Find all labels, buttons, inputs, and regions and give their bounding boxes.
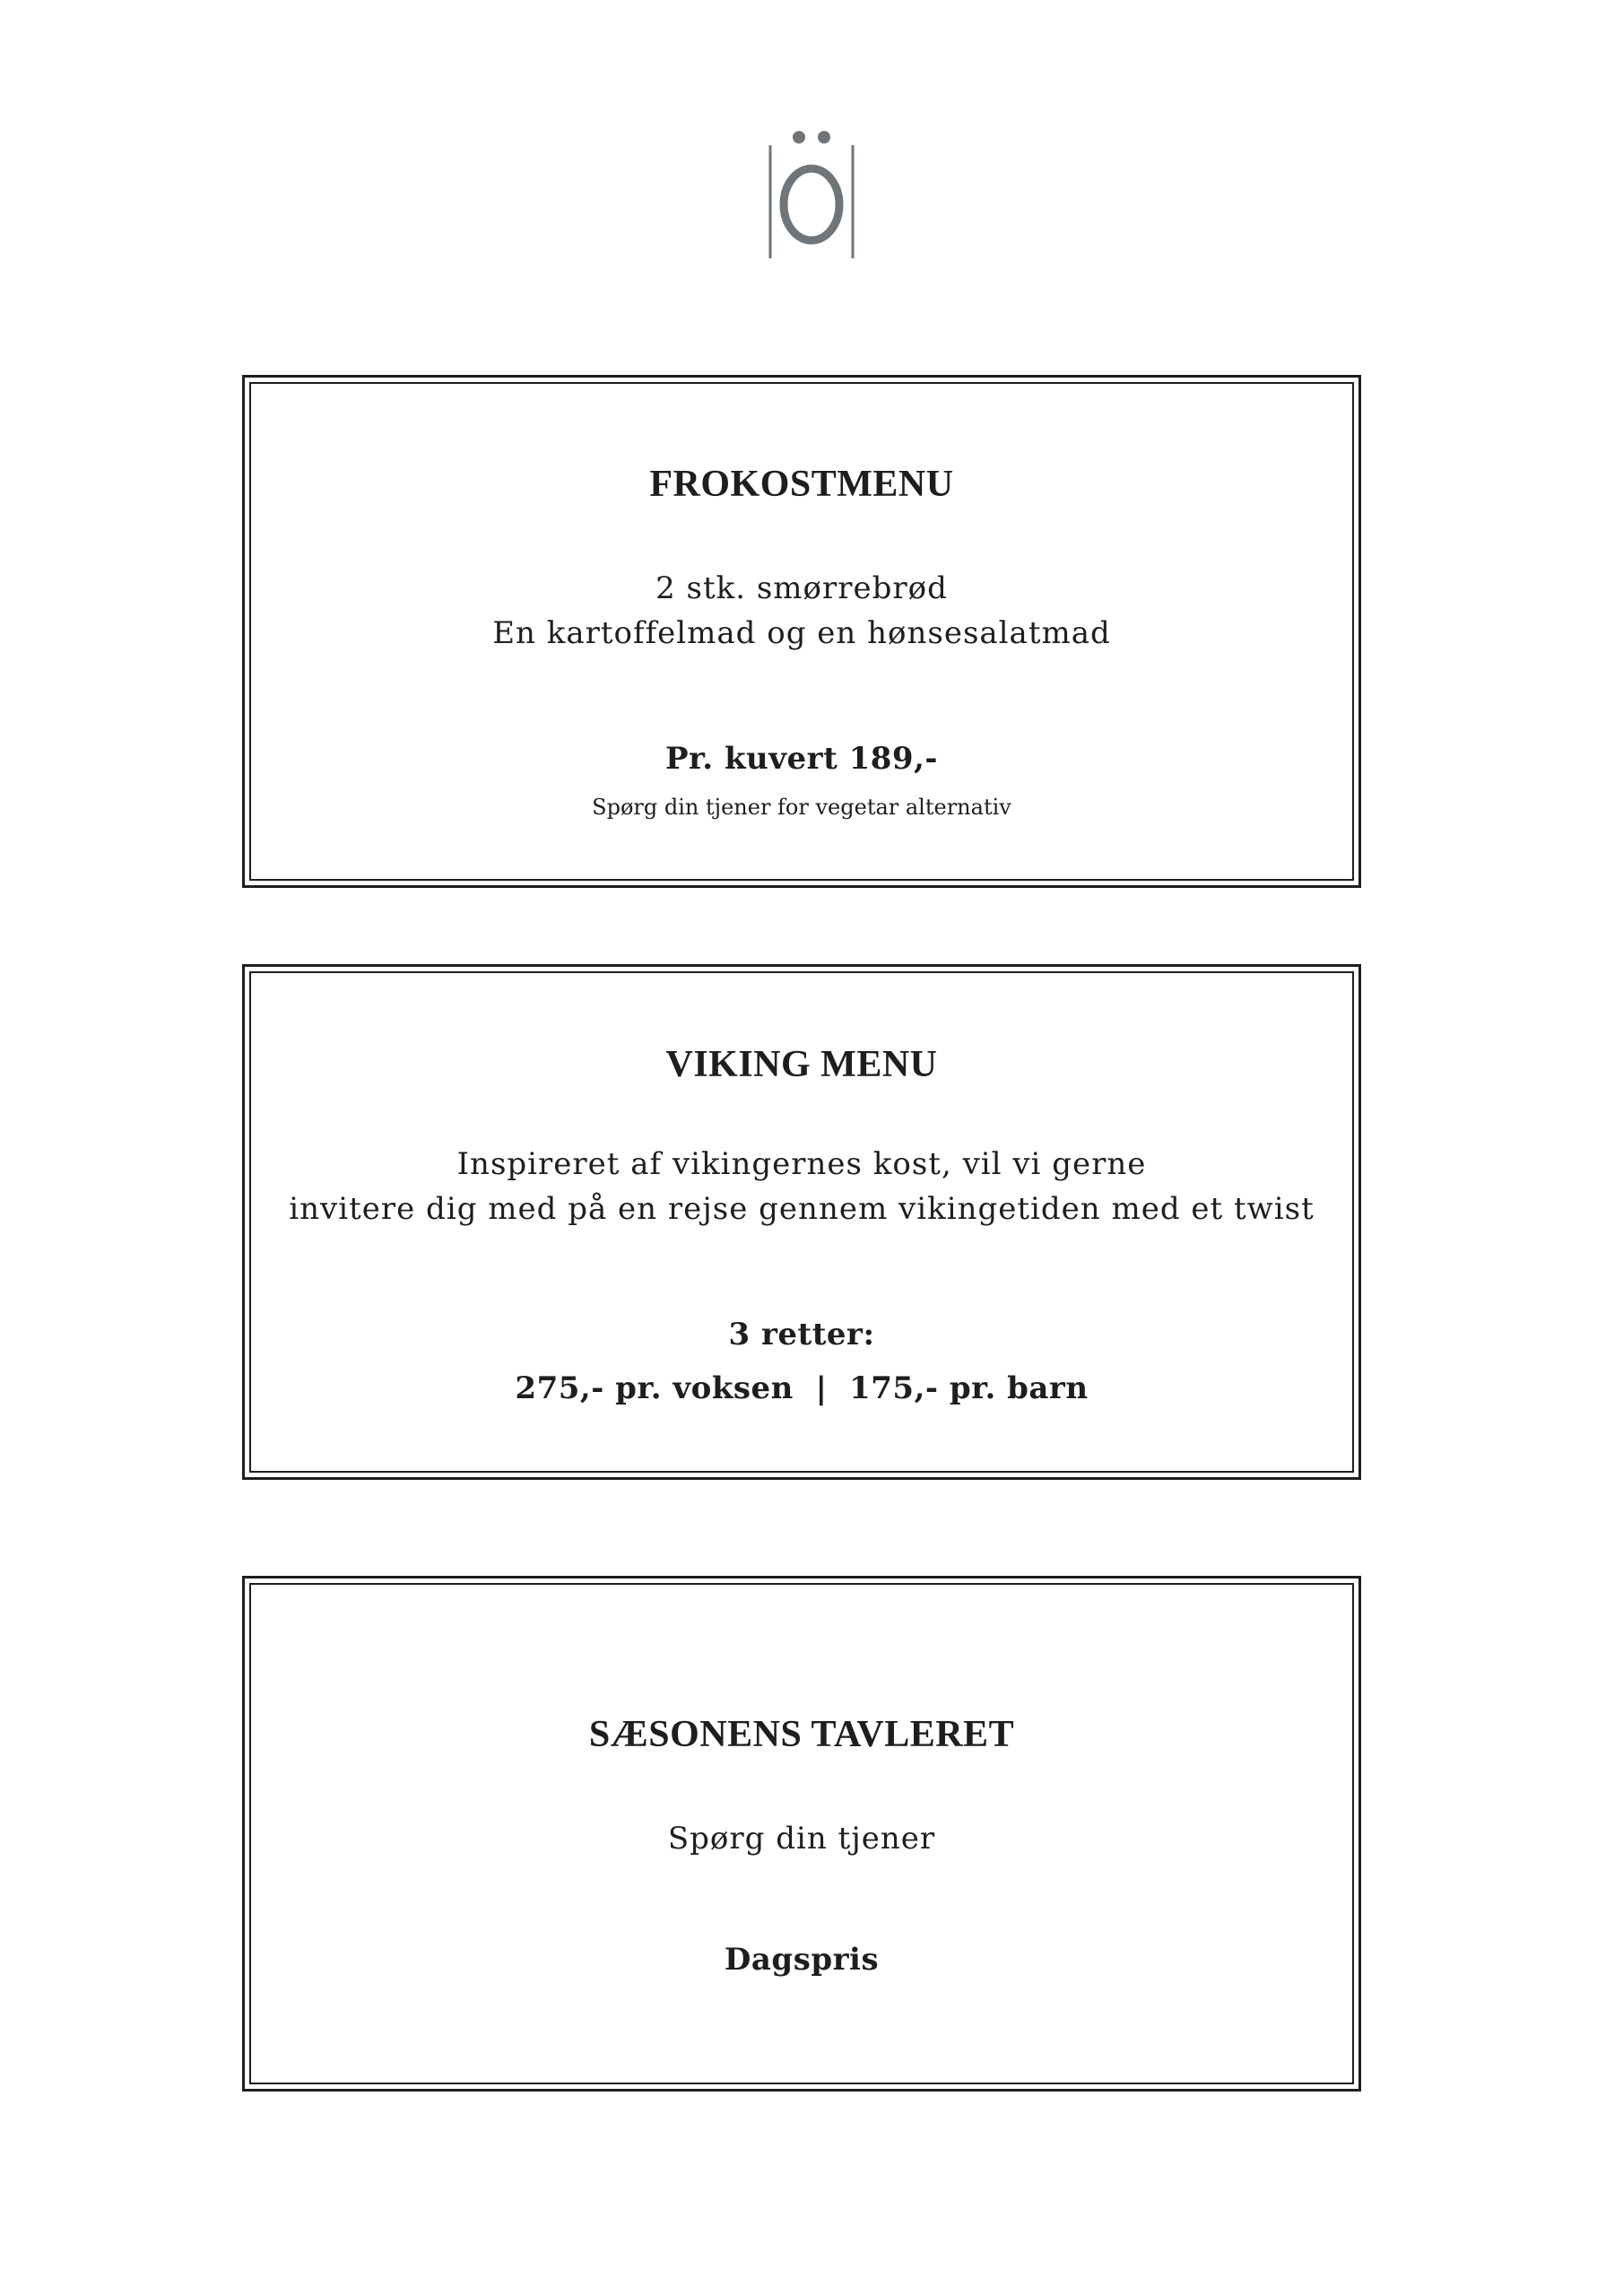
viking-title: VIKING MENU	[665, 1044, 938, 1085]
tavleret-line-1: Spørg din tjener	[667, 1821, 936, 1857]
viking-courses: 3 retter:	[728, 1317, 875, 1352]
frokost-title: FROKOSTMENU	[649, 464, 954, 505]
restaurant-logo	[758, 126, 865, 260]
frokost-line-1: 2 stk. smørrebrød	[655, 570, 948, 606]
viking-price: 275,- pr. voksen | 175,- pr. barn	[515, 1370, 1089, 1406]
tavleret-price: Dagspris	[724, 1942, 880, 1978]
frokost-note: Spørg din tjener for vegetar alternativ	[592, 795, 1011, 820]
tavleret-card	[242, 1576, 1361, 2092]
frokost-menu-card	[242, 375, 1361, 888]
viking-line-2: invitere dig med på en rejse gennem vikingetiden med et twist	[289, 1191, 1315, 1227]
frokost-price: Pr. kuvert 189,-	[664, 741, 939, 777]
viking-line-1: Inspireret af vikingernes kost, vil vi gerne	[456, 1146, 1147, 1182]
tavleret-title: SÆSONENS TAVLERET	[588, 1714, 1015, 1755]
viking-menu-card	[242, 964, 1361, 1480]
frokost-line-2: En kartoffelmad og en hønsesalatmad	[492, 615, 1111, 651]
